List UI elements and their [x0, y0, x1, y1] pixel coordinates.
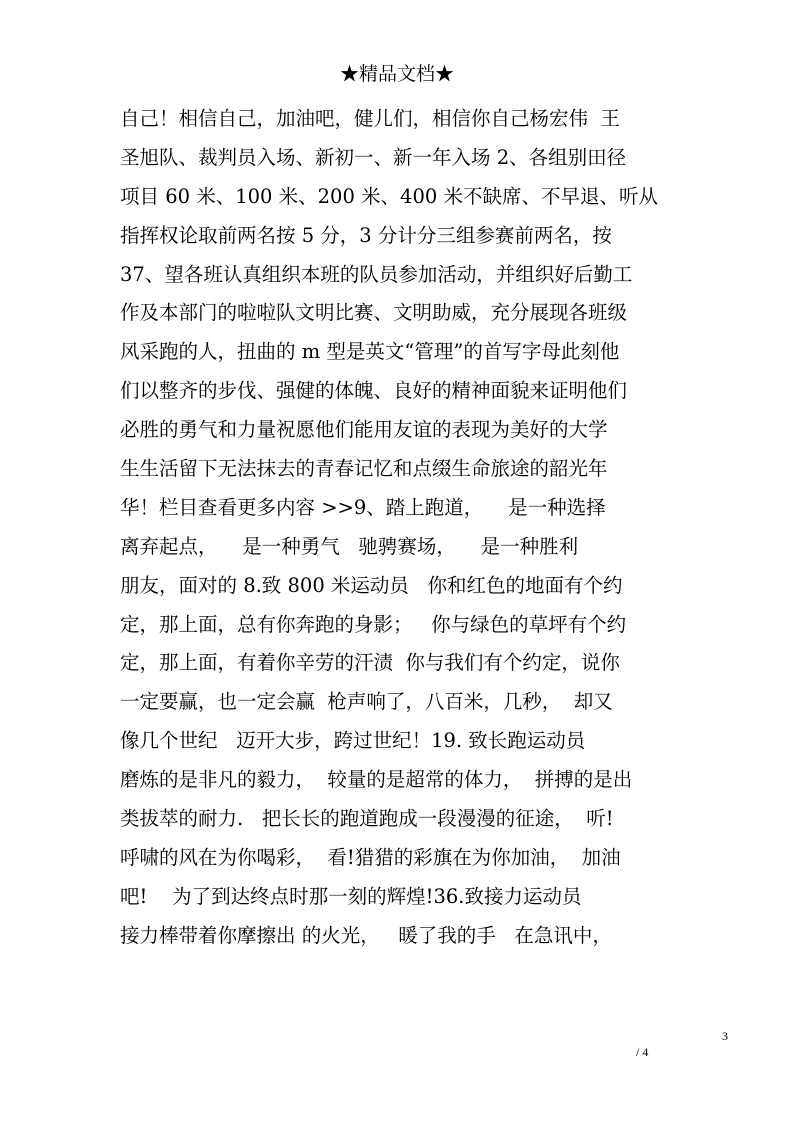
body-line: 定，那上面，有着你辛劳的汗渍 你与我们有个约定，说你: [120, 651, 620, 675]
body-line: 圣旭队、裁判员入场、新初一、新一年入场 2、各组别田径: [120, 145, 627, 169]
body-line: 们以整齐的步伐、强健的体魄、良好的精神面貌来证明他们: [120, 379, 628, 403]
body-line: 朋友，面对的 8.致 800 米运动员 你和红色的地面有个约: [120, 573, 623, 597]
body-line: 一定要赢，也一定会赢 枪声响了，八百米，几秒， 却又: [120, 690, 613, 714]
document-body: [120, 100, 680, 956]
body-line: 吧! 为了到达终点时那一刻的辉煌!36.致接力运动员: [120, 884, 582, 908]
document-header-title: ★精品文档★: [339, 63, 454, 85]
body-line: 类拔萃的耐力. 把长长的跑道跑成一段漫漫的征途， 听!: [120, 807, 614, 831]
body-line: 项目 60 米、100 米、200 米、400 米不缺席、不早退、听从: [120, 184, 658, 208]
body-line: 自己！相信自己，加油吧，健儿们，相信你自己杨宏伟 王: [120, 107, 620, 130]
page-total: / 4: [636, 1045, 649, 1059]
body-line: 像几个世纪 迈开大步，跨过世纪！19. 致长跑运动员: [120, 729, 586, 753]
body-line: 37、望各班认真组织本班的队员参加活动，并组织好后勤工: [120, 262, 633, 286]
body-line: 华！栏目查看更多内容 >>9、踏上跑道， 是一种选择: [120, 495, 606, 519]
body-line: 接力棒带着你摩擦出 的火光， 暖了我的手 在急讯中，: [120, 923, 612, 947]
body-line: 生生活留下无法抹去的青春记忆和点缀生命旅途的韶光年: [120, 457, 608, 481]
body-line: 指挥权论取前两名按 5 分，3 分计分三组参赛前两名，按: [120, 223, 612, 247]
body-line: 磨炼的是非凡的毅力， 较量的是超常的体力， 拼搏的是出: [120, 768, 633, 792]
page-number: 3: [722, 1029, 728, 1043]
body-line: 定，那上面，总有你奔跑的身影； 你与绿色的草坪有个约: [120, 612, 627, 636]
body-line: 作及本部门的啦啦队文明比赛、文明助威，充分展现各班级: [120, 301, 628, 325]
body-line: 离弃起点， 是一种勇气 驰骋赛场， 是一种胜利: [120, 534, 579, 558]
body-line: 必胜的勇气和力量祝愿他们能用友谊的表现为美好的大学: [120, 418, 608, 442]
body-line: 风采跑的人，扭曲的 m 型是英文“管理”的首写字母此刻他: [120, 340, 620, 364]
body-line: 呼啸的风在为你喝彩， 看!猎猎的彩旗在为你加油， 加油: [120, 845, 621, 869]
